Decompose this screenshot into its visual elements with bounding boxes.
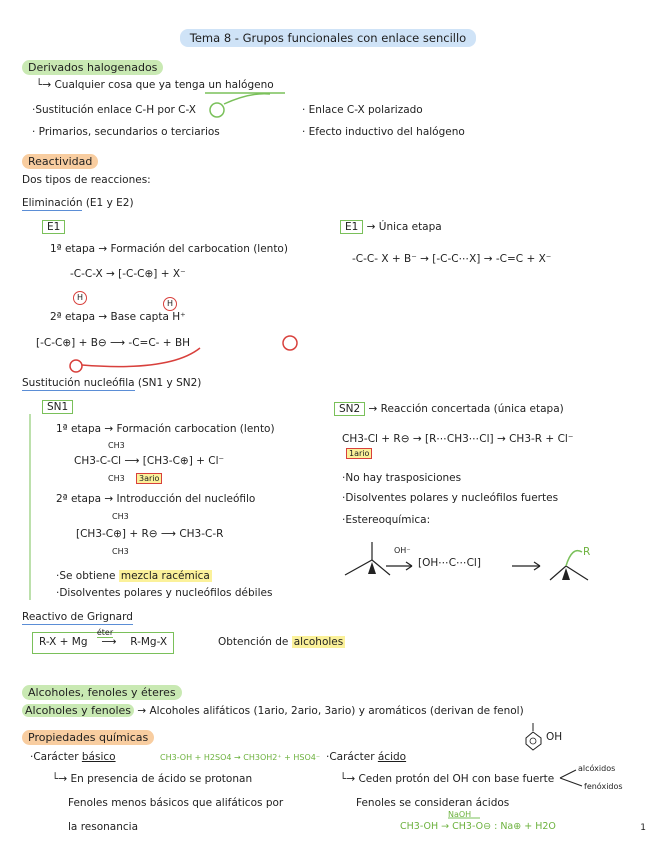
e1-label: E1 — [42, 221, 65, 233]
presencia-acido: └→ En presencia de ácido se protonan — [52, 773, 253, 785]
sn2-eq: CH3-Cl + R⊖ → [R⋯CH3⋯Cl] → CH3-R + Cl⁻ — [342, 433, 574, 445]
fenoles-menos: Fenoles menos básicos que alifáticos por — [68, 797, 284, 809]
stereo-oh: OH⁻ — [394, 546, 411, 555]
grignard-obt: Obtención de alcoholes — [218, 636, 344, 648]
halogeno-arrow — [224, 94, 270, 104]
ceden-proton: └→ Ceden protón del OH con base fuerte — [340, 773, 555, 785]
caracter-basico: ·Carácter básico — [30, 751, 116, 763]
stereo-green-arrow — [566, 551, 582, 566]
sn1-ch3-top: CH3 — [108, 441, 125, 450]
section-propiedades: Propiedades químicas — [22, 726, 154, 745]
e1-red-arrow — [82, 348, 200, 367]
halo-efecto: · Efecto inductivo del halógeno — [302, 126, 465, 138]
e1-eq2: [-C-C⊕] + B⊖ ⟶ -C=C- + BH — [36, 337, 191, 349]
e2-eq: -C-C- X + B⁻ → [-C-C⋯X] → -C=C + X⁻ — [352, 253, 552, 265]
stereo-left-bonds — [345, 560, 390, 575]
sn1-eq1: CH3-C-Cl ⟶ [CH3-C⊕] + Cl⁻ — [74, 455, 225, 467]
stereo-right-wedge — [562, 568, 570, 580]
sn1-step2: 2ª etapa → Introducción del nucleófilo — [56, 493, 256, 505]
naoh: NaOH — [448, 810, 472, 819]
acido-fork — [560, 770, 582, 786]
page-title: Tema 8 - Grupos funcionales con enlace sencillo — [0, 27, 656, 46]
sn2-label: SN2 → Reacción concertada (única etapa) — [334, 403, 564, 415]
sn1-ch3-top-2: CH3 — [112, 512, 129, 521]
stereo-ts: [OH⋯C⋯Cl] — [418, 557, 481, 569]
sn1-ch3-bot-2: CH3 — [112, 547, 129, 556]
e2-label: E1 → Única etapa — [340, 221, 442, 233]
eliminacion: Eliminación (E1 y E2) — [22, 197, 134, 209]
stereo-r: R — [583, 546, 591, 558]
x-circle — [210, 103, 224, 117]
bh-circle — [283, 336, 297, 350]
sn2-prim: 1ario — [346, 449, 372, 458]
page-number: 1 — [640, 823, 646, 833]
fenoxidos: fenóxidos — [584, 782, 623, 791]
grignard-eq: R-X + Mg éter ⟶ R-Mg-X — [32, 632, 174, 654]
sustitucion: Sustitución nucleófila (SN1 y SN2) — [22, 377, 202, 389]
stereo-left-wedge — [368, 562, 376, 574]
dos-tipos: Dos tipos de reacciones: — [22, 174, 151, 186]
sn2-bullet3: ·Estereoquímica: — [342, 514, 431, 526]
basico-eq: CH3-OH + H2SO4 → CH3OH2⁺ + HSO4⁻ — [160, 753, 321, 762]
section-alcoholes: Alcoholes, fenoles y éteres — [22, 681, 182, 700]
sn1-bullet2: ·Disolventes polares y nucleófilos débiles — [56, 587, 273, 599]
sn1-eq2: [CH3-C⊕] + R⊖ ⟶ CH3-C-R — [76, 528, 224, 540]
caracter-acido: ·Carácter ácido — [326, 751, 407, 763]
resonancia: la resonancia — [68, 821, 138, 833]
h-circle-step2 — [70, 360, 82, 372]
alcoxidos: alcóxidos — [578, 764, 616, 773]
grignard-heading: Reactivo de Grignard — [22, 611, 133, 623]
halo-enlace: · Enlace C-X polarizado — [302, 104, 423, 116]
section-reactividad: Reactividad — [22, 150, 98, 169]
sn1-label: SN1 — [42, 401, 73, 413]
e1-h-circle-2: H — [163, 291, 177, 311]
sn1-bullet1: ·Se obtiene mezcla racémica — [56, 570, 210, 582]
phenol-ring — [526, 732, 541, 750]
halo-sust: ·Sustitución enlace C-H por C-X — [32, 104, 196, 116]
phenol-oh: OH — [546, 731, 563, 743]
halo-def: └→ Cualquier cosa que ya tenga un halógeno — [36, 79, 274, 91]
e1-step1: 1ª etapa → Formación del carbocation (lento) — [50, 243, 288, 255]
e1-step2: 2ª etapa → Base capta H⁺ — [50, 311, 186, 323]
sn1-ch3-bot: CH3 — [108, 474, 125, 483]
sn1-step1: 1ª etapa → Formación carbocation (lento) — [56, 423, 275, 435]
section-halogenados: Derivados halogenados — [22, 56, 163, 75]
sn2-bullet1: ·No hay trasposiciones — [342, 472, 462, 484]
acido-eq: CH3-OH → CH3-O⊖ : Na⊕ + H2O — [400, 821, 556, 832]
sn1-terc: 3ario — [136, 474, 162, 483]
e1-eq1: -C-C-X → [-C-C⊕] + X⁻ — [70, 268, 186, 280]
halo-prim: · Primarios, secundarios o terciarios — [32, 126, 220, 138]
sn2-bullet2: ·Disolventes polares y nucleófilos fuertes — [342, 492, 559, 504]
alc-fen: Alcoholes y fenoles → Alcoholes alifáticos (1ario, 2ario, 3ario) y aromáticos (derivan de fenol) — [22, 704, 524, 717]
fenoles-acidos: Fenoles se consideran ácidos — [356, 797, 510, 809]
e1-h-circle: H — [73, 285, 87, 305]
